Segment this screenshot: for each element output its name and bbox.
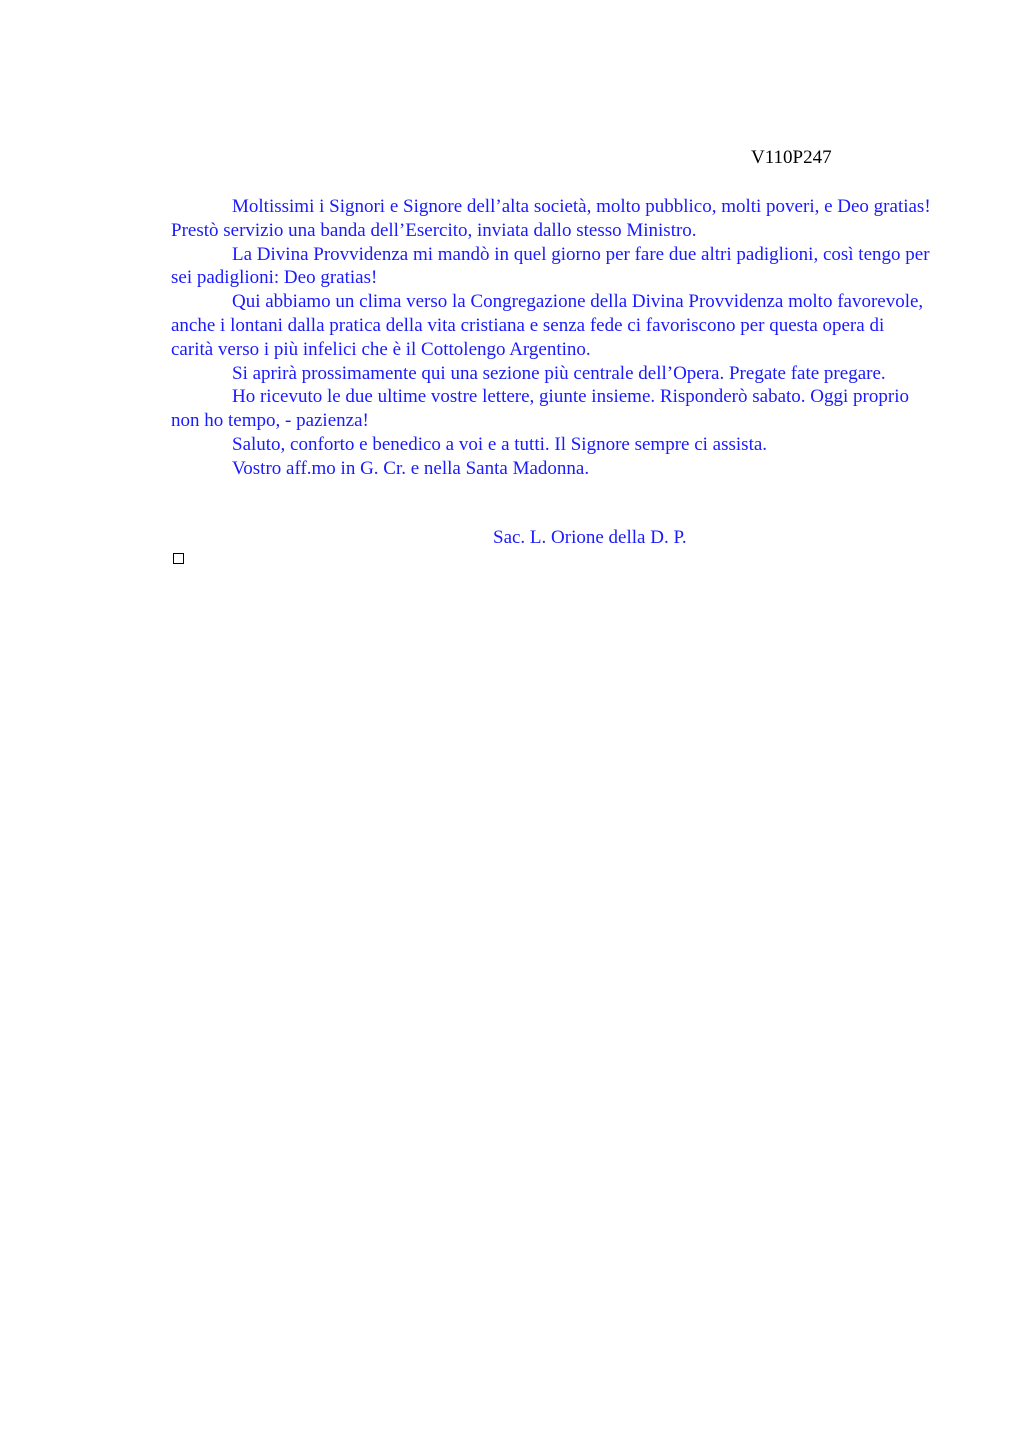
signature: Sac. L. Orione della D. P. bbox=[493, 527, 687, 548]
square-outline-icon bbox=[173, 553, 184, 564]
paragraph: Saluto, conforto e benedico a voi e a tutti. Il Signore sempre ci assista. bbox=[232, 433, 768, 455]
paragraph: Qui abbiamo un clima verso la Congregazione della Divina Provvidenza molto favorevole, anche i lontani dalla pratica della vita cristiana e senza fede ci favoriscono per questa opera di carità verso i più infelici che è il Cottolengo Argentino. bbox=[171, 291, 924, 360]
closing-line: Vostro aff.mo in G. Cr. e nella Santa Madonna. bbox=[232, 457, 590, 479]
letter-body bbox=[171, 195, 931, 481]
paragraph: Moltissimi i Signori e Signore dell’alta società, molto pubblico, molti poveri, e Deo gratias! Prestò servizio una banda dell’Esercito, inviata dallo stesso Ministro. bbox=[171, 196, 931, 241]
paragraph: Si aprirà prossimamente qui una sezione più centrale dell’Opera. Pregate fate pregare. bbox=[232, 362, 886, 384]
paragraph: La Divina Provvidenza mi mandò in quel giorno per fare due altri padiglioni, così tengo per sei padiglioni: Deo gratias! bbox=[171, 243, 930, 289]
paragraph: Ho ricevuto le due ultime vostre lettere, giunte insieme. Risponderò sabato. Oggi proprio non ho tempo, - pazienza! bbox=[171, 386, 909, 432]
page-reference: V110P247 bbox=[751, 147, 832, 168]
